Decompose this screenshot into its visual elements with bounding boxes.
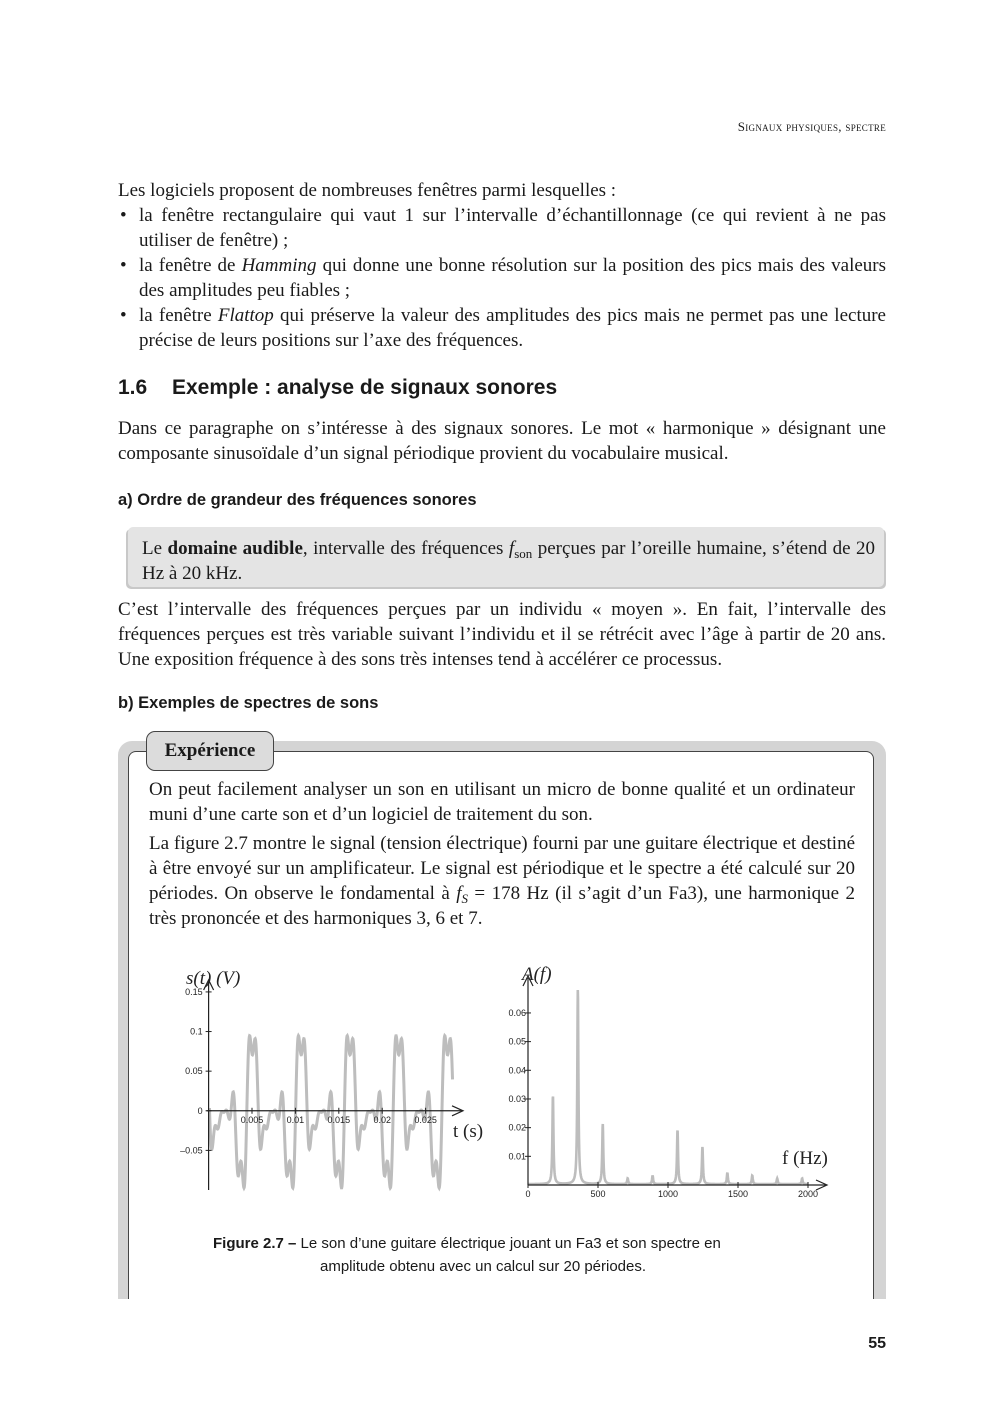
spectrum-y-tick-label: 0.03 (508, 1093, 526, 1104)
list-item: • la fenêtre Flattop qui préserve la valeur des amplitudes des pics mais ne permet pas une lecture précise de leurs positions sur l’axe des fréquences. (118, 303, 886, 353)
signal-waveform (209, 1036, 452, 1188)
spectrum-x-tick-label: 500 (590, 1189, 606, 1199)
figure-caption (213, 1232, 813, 1278)
definition-text: Le domaine audible, intervalle des fréquences $f_{son}$ perçues par l’oreille humaine, s’étend de 20 Hz à 20 kHz. (142, 538, 876, 584)
signal-x-tick-label: 0.015 (327, 1114, 351, 1125)
section-intro-paragraph: Dans ce paragraphe on s’intéresse à des signaux sonores. Le mot « harmonique » désignant une composante sinusoïdale d’un signal périodique provient du vocabulaire musical. (118, 418, 886, 464)
signal-plot (180, 980, 463, 1190)
list-item: • la fenêtre de Hamming qui donne une bonne résolution sur la position des pics mais des valeurs des amplitudes peu fiables ; (118, 253, 886, 303)
audible-range-paragraph: C’est l’intervalle des fréquences perçues par un individu « moyen ». En fait, l’intervalle des fréquences perçues est très variable suivant l’individu et il se rétrécit avec l’âge à partir de 20 ans. Une exposition fréquence à des sons très intenses tend à accélérer ce processus. (118, 599, 886, 670)
signal-y-tick-label: 0.05 (185, 1066, 203, 1077)
intro-paragraph: Les logiciels proposent de nombreuses fenêtres parmi lesquelles : (118, 180, 617, 201)
signal-y-tick-label: –0.05 (180, 1145, 203, 1156)
spectrum-y-tick-label: 0.04 (508, 1065, 526, 1076)
caption-line-2: amplitude obtenu avec un calcul sur 20 périodes. (320, 1258, 647, 1275)
spectrum-y-tick-label: 0.06 (508, 1007, 526, 1018)
experience-paragraph-1: On peut facilement analyser un son en utilisant un micro de bonne qualité et un ordinateur muni d’une carte son et d’un logiciel de traitement du son. (149, 779, 855, 825)
signal-y-tick-label: 0.1 (190, 1026, 203, 1037)
signal-x-tick-label: 0.025 (414, 1114, 437, 1125)
spectrum-x-tick-label: 1500 (727, 1189, 749, 1199)
subsection-heading-a: a) Ordre de grandeur des fréquences sonores (118, 491, 477, 509)
spectrum-y-tick-label: 0.02 (508, 1122, 526, 1133)
spectrum-x-tick-label: 1000 (657, 1189, 679, 1199)
section-heading (118, 376, 557, 400)
frame-cutoff (100, 1299, 900, 1339)
definition-box (128, 527, 884, 587)
spectrum-curve (528, 990, 808, 1184)
signal-x-tick-label: 0.005 (240, 1114, 264, 1125)
signal-x-tick-label: 0.01 (286, 1114, 305, 1125)
spectrum-x-axis-label: f (Hz) (782, 1148, 828, 1169)
spectrum-x-tick-label: 2000 (797, 1189, 819, 1199)
signal-x-tick-label: 0.02 (373, 1114, 391, 1125)
subsection-heading-b: b) Exemples de spectres de sons (118, 694, 379, 712)
spectrum-y-tick-label: 0.05 (508, 1036, 526, 1047)
section-number: 1.6 (118, 376, 148, 399)
spectrum-y-axis-label: A(f) (522, 964, 552, 985)
list-item: • la fenêtre rectangulaire qui vaut 1 sur l’intervalle d’échantillonnage (ce qui revient à ne pas utiliser de fenêtre) ; (118, 203, 886, 253)
signal-y-tick-label: 0 (197, 1105, 203, 1116)
experience-label: Expérience (146, 731, 274, 771)
signal-y-axis-label: s(t) (V) (186, 968, 241, 989)
spectrum-y-tick-label: 0.01 (508, 1151, 526, 1162)
caption-line-1: Le son d’une guitare électrique jouant un Fa3 et son spectre en (296, 1235, 721, 1252)
caption-label: Figure 2.7 – (213, 1235, 297, 1252)
running-head: Signaux physiques, spectre (737, 119, 886, 134)
page-number: 55 (868, 1335, 886, 1352)
window-list (118, 203, 886, 353)
section-title: Exemple : analyse de signaux sonores (172, 376, 558, 399)
spectrum-x-tick-label: 0 (525, 1189, 531, 1199)
experience-paragraph-2: La figure 2.7 montre le signal (tension électrique) fourni par une guitare électrique et destiné à être envoyé sur un amplificateur. Le signal est périodique et le spectre a été calculé sur 20 périodes. On observe le fondamental à $f_S = 178$ Hz (il s’agit d’un Fa3), une harmonique 2 très prononcée et des harmoniques 3, 6 et 7. (149, 833, 855, 929)
signal-y-tick-label: 0.15 (185, 986, 203, 997)
signal-x-axis-label: t (s) (453, 1121, 484, 1142)
figure-2-7 (170, 960, 850, 1210)
spectrum-plot (508, 976, 827, 1199)
